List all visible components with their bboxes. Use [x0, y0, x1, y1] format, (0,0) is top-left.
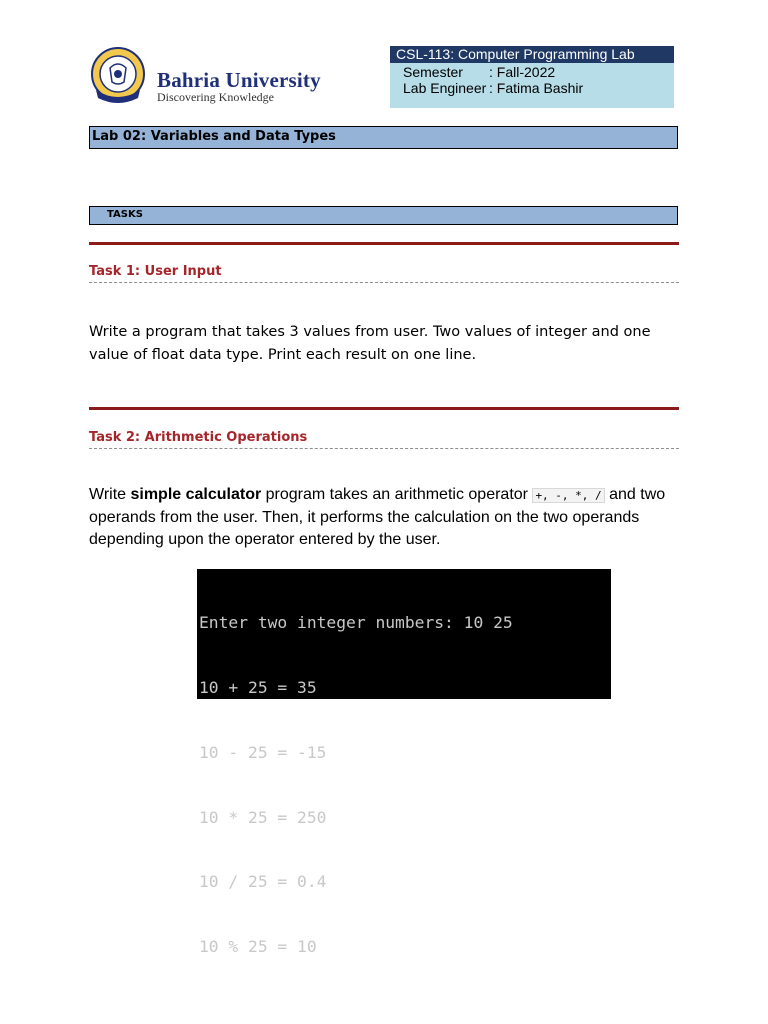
- lab-engineer-label: Lab Engineer: [403, 80, 487, 96]
- task1-heading: Task 1: User Input: [89, 264, 222, 279]
- course-info-box: [390, 46, 674, 108]
- task1-heading-underline: [89, 282, 679, 283]
- university-tagline: Discovering Knowledge: [157, 90, 274, 104]
- course-title: CSL-113: Computer Programming Lab: [390, 46, 674, 63]
- console-output: [197, 569, 611, 957]
- tasks-label: TASKS: [107, 209, 143, 220]
- console-line: 10 - 25 = -15: [199, 742, 327, 762]
- console-line: 10 / 25 = 0.4: [199, 872, 327, 892]
- operators-code: +, -, *, /: [532, 488, 604, 503]
- task1-top-rule: [89, 242, 679, 245]
- lab-engineer-value: : Fatima Bashir: [489, 80, 584, 96]
- lab-engineer-row: [403, 80, 583, 96]
- task2-text-after: and two operands from the user. Then, it performs the calculation on the two operands depending upon the operator entered by the user.: [89, 486, 666, 548]
- task2-text-middle: program takes an arithmetic operator: [261, 486, 533, 503]
- task2-top-rule: [89, 407, 679, 410]
- tasks-bar: [89, 206, 678, 225]
- university-name: Bahria University: [157, 68, 321, 92]
- console-line: 10 % 25 = 10: [199, 937, 317, 957]
- university-logo: [90, 46, 146, 106]
- lab-title-bar: [89, 126, 678, 149]
- semester-label: Semester: [403, 64, 463, 80]
- task2-heading-underline: [89, 448, 679, 449]
- task2-text-before: Write: [89, 486, 131, 503]
- console-line: 10 + 25 = 35: [199, 677, 317, 697]
- task1-text: Write a program that takes 3 values from user. Two values of integer and one value of float data type. Print each result on one line.: [89, 324, 651, 363]
- console-line: Enter two integer numbers: 10 25: [199, 613, 513, 633]
- task2-heading: Task 2: Arithmetic Operations: [89, 430, 308, 445]
- semester-row: [403, 64, 555, 80]
- console-line: 10 * 25 = 250: [199, 807, 327, 827]
- semester-value: : Fall-2022: [489, 64, 556, 80]
- task2-text: [89, 484, 679, 551]
- task2-bold-term: simple calculator: [130, 486, 262, 503]
- lab-title: Lab 02: Variables and Data Types: [92, 129, 336, 144]
